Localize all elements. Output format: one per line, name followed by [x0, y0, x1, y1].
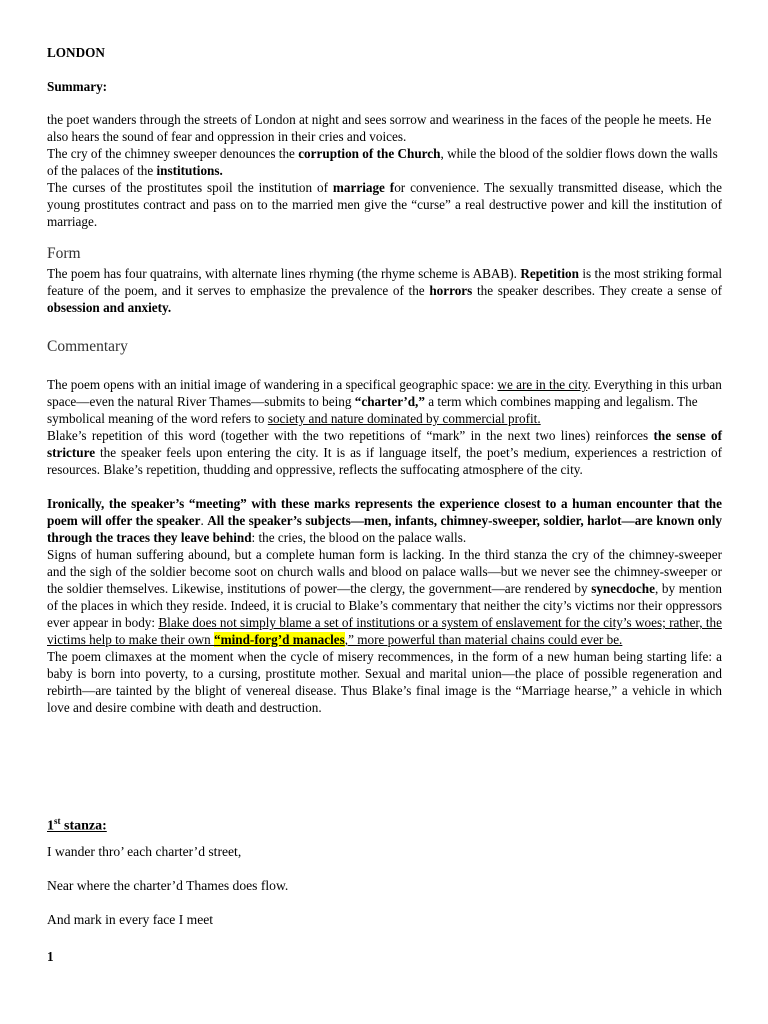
commentary-paragraph-4 — [47, 546, 722, 648]
commentary-paragraph-1 — [47, 376, 722, 427]
commentary-heading: Commentary — [47, 338, 128, 355]
text-run: is the most striking formal feature of the poem, and it serves to emphasize the prevalence of the — [47, 266, 722, 298]
summary-paragraph-1: the poet wanders through the streets of London at night and sees sorrow and weariness in the faces of the people he meets. He also hears the sound of fear and oppression in their cries and voices. — [47, 112, 712, 144]
page-number: 1 — [47, 949, 54, 964]
bold-run: institutions. — [156, 163, 223, 178]
blank-line — [47, 478, 722, 495]
summary-paragraph-3 — [47, 179, 722, 230]
bold-run: marriage f — [332, 180, 395, 195]
stanza-number: 1 — [47, 818, 54, 834]
text-run: Signs of human suffering abound, but a complete human form is lacking. In the third stanza the cry of the chimney-sweeper and the sigh of the soldier become soot on church walls and blood on palace walls—but we never see the chimney-sweeper or the soldier themselves. Likewise, institutions of power—the clergy, the government—are rendered by — [47, 547, 722, 596]
document-title: LONDON — [47, 45, 105, 60]
text-run: or convenience. The sexually transmitted disease, which the young prostitutes contract and pass on to the married men give the “curse” a real destructive power and kill the institution of marriage. — [47, 180, 722, 229]
poem-line-2: Near where the charter’d Thames does flow. — [47, 878, 289, 893]
text-run: The poem has four quatrains, with alternate lines rhyming (the rhyme scheme is ABAB). — [47, 266, 521, 281]
text-run: the speaker feels upon entering the city. It is as if language itself, the poet’s medium, experiences a restriction of resources. Blake’s repetition, thudding and oppressive, reflects the suffocating atmosphere of the city. — [47, 445, 722, 477]
text-run: The cry of the chimney sweeper denounces the — [47, 146, 299, 161]
text-run: : the cries, the blood on the palace walls. — [251, 530, 467, 545]
text-run: Blake’s repetition of this word (together with the two repetitions of “mark” in the next two lines) reinforces — [47, 428, 654, 443]
bold-run: Ironically, the speaker’s “meeting” with these marks represents the experience closest to a human encounter that the poem will offer the speaker — [47, 496, 722, 528]
text-run: . — [200, 513, 208, 528]
bold-run: synecdoche — [591, 581, 655, 596]
text-run: , by mention of the places in which they reside. Indeed, it is crucial to Blake’s commentary that neither the city’s victims nor their oppressors ever appear in body: — [47, 581, 722, 630]
commentary-paragraph-5: The poem climaxes at the moment when the cycle of misery recommences, in the form of a new human being starting life: a baby is born into poverty, to a cursing, prostitute mother. Sexual and marital union—the place of possible regeneration and rebirth—are tainted by the blight of venereal disease. Thus Blake’s final image is the “Marriage hearse,” a vehicle in which love and desire combine with death and destruction. — [47, 649, 722, 715]
poem-line-3: And mark in every face I meet — [47, 912, 214, 927]
stanza-heading — [47, 816, 722, 835]
underlined-run: we are in the city — [497, 377, 588, 392]
form-heading: Form — [47, 245, 81, 262]
text-run: , while the blood of the soldier flows down the walls of the palaces of the — [47, 146, 718, 178]
poem-line-1: I wander thro’ each charter’d street, — [47, 844, 242, 859]
bold-run: Repetition — [520, 266, 579, 281]
commentary-section — [47, 376, 722, 716]
bold-run: “charter’d,” — [354, 394, 425, 409]
summary-section — [47, 111, 722, 230]
commentary-paragraph-3 — [47, 495, 722, 546]
summary-heading: Summary: — [47, 79, 108, 94]
bold-run: horrors — [429, 283, 473, 298]
form-paragraph — [47, 265, 722, 316]
underlined-run: society and nature dominated by commercial profit. — [267, 411, 541, 426]
text-run: The poem opens with an initial image of wandering in a specifical geographic space: — [47, 377, 498, 392]
stanza-label: stanza: — [60, 818, 107, 834]
bold-run: corruption of the Church — [298, 146, 441, 161]
bold-run: obsession and anxiety. — [47, 300, 172, 315]
text-run: a term which combines mapping and legalism. The symbolical meaning of the word refers to — [47, 394, 698, 426]
summary-paragraph-2 — [47, 145, 722, 179]
text-run: the speaker describes. They create a sense of — [472, 283, 722, 298]
highlighted-run: “mind-forg’d manacles — [214, 632, 345, 647]
bold-run: All the speaker’s subjects—men, infants, chimney-sweeper, soldier, harlot—are known only through the traces they leave behind — [47, 513, 722, 545]
commentary-paragraph-2 — [47, 427, 722, 478]
bold-run: the sense of stricture — [47, 428, 723, 460]
text-run: The curses of the prostitutes spoil the institution of — [47, 180, 333, 195]
text-run: . Everything in this urban space—even the natural River Thames—submits to being — [47, 377, 722, 409]
stanza-ordinal: st — [54, 816, 61, 826]
underlined-run: ,” more powerful than material chains could ever be. — [344, 632, 623, 647]
underlined-run: Blake does not simply blame a set of institutions or a system of enslavement for the city’s woes; rather, the victims help to make their own — [47, 615, 722, 647]
